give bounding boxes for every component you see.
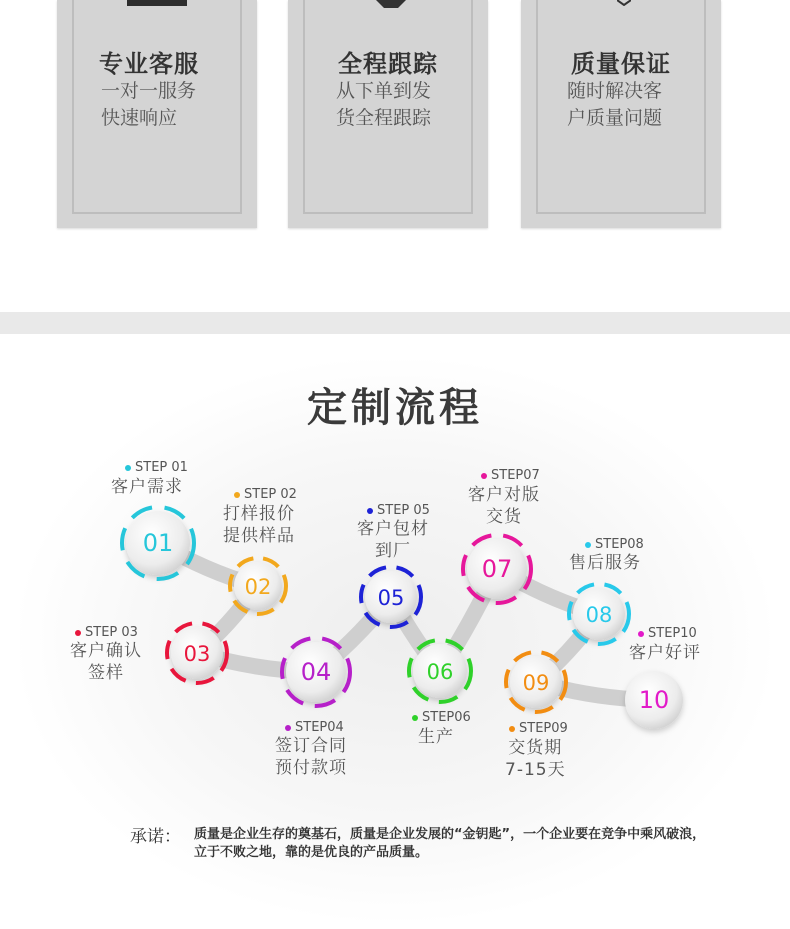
step-label: 客户包材 到厂 [357, 519, 429, 561]
step-number: 10 [638, 686, 670, 714]
bullet-icon [234, 492, 240, 498]
step-tag-text: STEP10 [648, 626, 697, 641]
step-tag-text: STEP 02 [244, 487, 297, 502]
bullet-icon [75, 630, 81, 636]
step-label: 生产 [418, 727, 454, 747]
step-node-03 [167, 623, 227, 683]
bullet-icon [481, 473, 487, 479]
step-tag [481, 468, 540, 483]
step-node-06 [409, 640, 471, 702]
promise-text: 质量是企业生存的奠基石，质量是企业发展的“金钥匙”，一个企业要在竞争中乘风破浪，立于不败之地，靠的是优良的产品质量。 [194, 827, 706, 860]
feature-title: 质量保证 [571, 50, 671, 78]
step-node-02 [230, 558, 286, 614]
step-tag-text: STEP09 [519, 721, 568, 736]
bullet-icon [509, 726, 515, 732]
step-tag-text: STEP 05 [377, 503, 430, 518]
step-tag [585, 537, 644, 552]
step-number: 07 [481, 555, 513, 583]
step-tag-text: STEP 01 [135, 460, 188, 475]
step-node-08 [569, 584, 629, 644]
step-label: 客户好评 [629, 643, 701, 663]
step-number: 02 [244, 575, 272, 599]
feature-title: 全程跟踪 [338, 50, 438, 78]
step-node-01 [122, 507, 194, 579]
step-tag [125, 460, 188, 475]
step-node-09 [506, 652, 566, 712]
step-label: 交货期 7-15天 [505, 738, 566, 780]
feature-title: 专业客服 [99, 50, 199, 78]
bullet-icon [638, 631, 644, 637]
step-tag-text: STEP08 [595, 537, 644, 552]
step-tag [638, 626, 697, 641]
section-title: 定制流程 [307, 385, 483, 431]
step-tag-text: STEP04 [295, 720, 344, 735]
step-tag [509, 721, 568, 736]
step-tag [285, 720, 344, 735]
step-tag [367, 503, 430, 518]
step-number: 09 [522, 671, 550, 695]
step-node-04 [282, 638, 350, 706]
step-node-10 [625, 671, 683, 729]
step-number: 01 [142, 529, 174, 557]
step-tag-text: STEP 03 [85, 625, 138, 640]
step-number: 03 [183, 642, 211, 666]
step-label: 客户确认 签样 [70, 641, 142, 683]
step-label: 售后服务 [569, 553, 641, 573]
bullet-icon [412, 715, 418, 721]
bullet-icon [125, 465, 131, 471]
feature-desc: 一对一服务 快速响应 [101, 80, 197, 129]
step-label: 客户对版 交货 [468, 485, 540, 527]
step-tag-text: STEP06 [422, 710, 471, 725]
step-label: 签订合同 预付款项 [275, 736, 347, 778]
bullet-icon [367, 508, 373, 514]
step-tag [412, 710, 471, 725]
step-tag [75, 625, 138, 640]
feature-desc: 从下单到发 货全程跟踪 [336, 80, 432, 129]
step-number: 04 [300, 658, 332, 686]
feature-desc: 随时解决客 户质量问题 [567, 80, 663, 129]
bullet-icon [285, 725, 291, 731]
step-label: 打样报价 提供样品 [223, 504, 295, 546]
step-tag [234, 487, 297, 502]
promise-label: 承诺： [130, 827, 181, 847]
bullet-icon [585, 542, 591, 548]
step-number: 08 [585, 603, 613, 627]
step-number: 05 [377, 586, 405, 610]
step-node-07 [463, 535, 531, 603]
step-tag-text: STEP07 [491, 468, 540, 483]
step-number: 06 [426, 660, 454, 684]
step-label: 客户需求 [111, 477, 183, 497]
